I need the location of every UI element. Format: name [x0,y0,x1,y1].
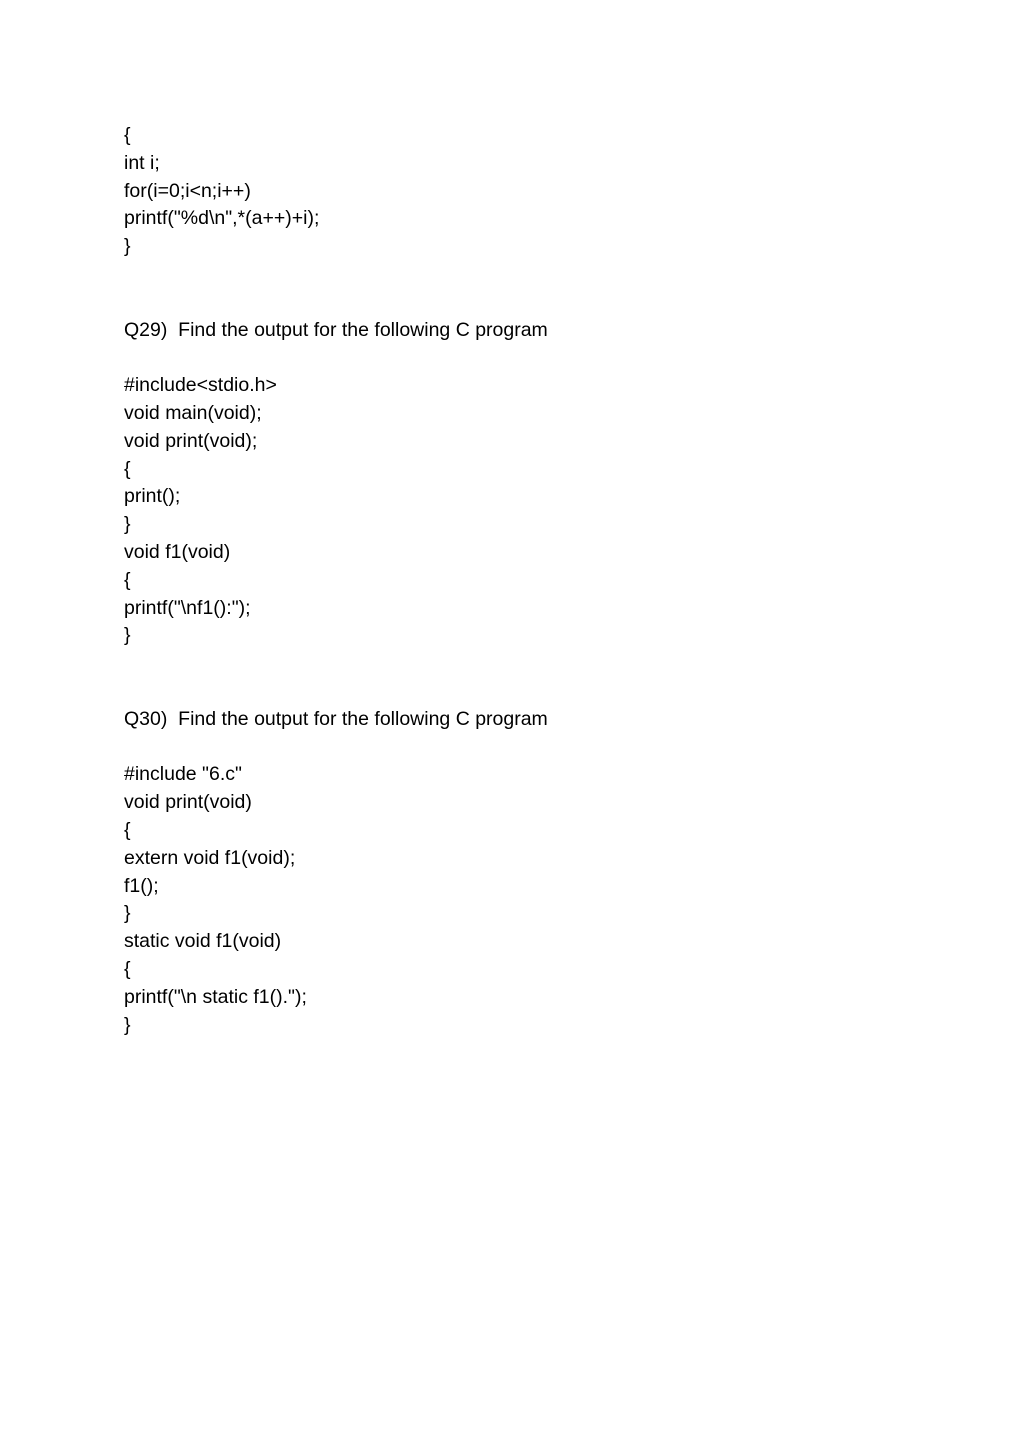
code-line: } [124,235,131,258]
code-line: { [124,957,131,980]
code-line: { [124,124,131,146]
code-line: static void f1(void) [124,930,282,953]
spacer [124,650,984,706]
spacer [124,734,984,762]
code-line: print(); [124,485,181,508]
code-line: void print(void); [124,429,258,452]
code-block-q29 [124,372,984,650]
question-q30 [124,706,984,1040]
code-line: void f1(void) [124,540,231,563]
code-line: #include "6.c" [124,763,242,786]
code-line: } [124,624,131,647]
code-line: printf("\nf1():"); [124,596,251,619]
question-heading: Q29) Find the output for the following C program [124,318,548,341]
code-line: void print(void) [124,791,252,814]
code-line: } [124,902,131,925]
code-line: { [124,457,131,480]
code-line: #include<stdio.h> [124,374,277,397]
document-page [124,122,984,1039]
question-heading: Q30) Find the output for the following C program [124,707,548,730]
code-block-top [124,122,984,261]
code-line: extern void f1(void); [124,846,296,869]
code-line: f1(); [124,874,159,897]
code-line: printf("\n static f1()."); [124,985,307,1008]
code-line: } [124,513,131,536]
question-q29 [124,317,984,651]
code-block-q30 [124,761,984,1039]
spacer [124,261,984,317]
code-line: printf("%d\n",*(a++)+i); [124,207,320,230]
code-line: void main(void); [124,401,262,424]
spacer [124,344,984,372]
code-line: for(i=0;i<n;i++) [124,179,251,202]
code-line: { [124,568,131,591]
code-line: int i; [124,151,160,174]
code-line: } [124,1013,131,1036]
code-line: { [124,818,131,841]
